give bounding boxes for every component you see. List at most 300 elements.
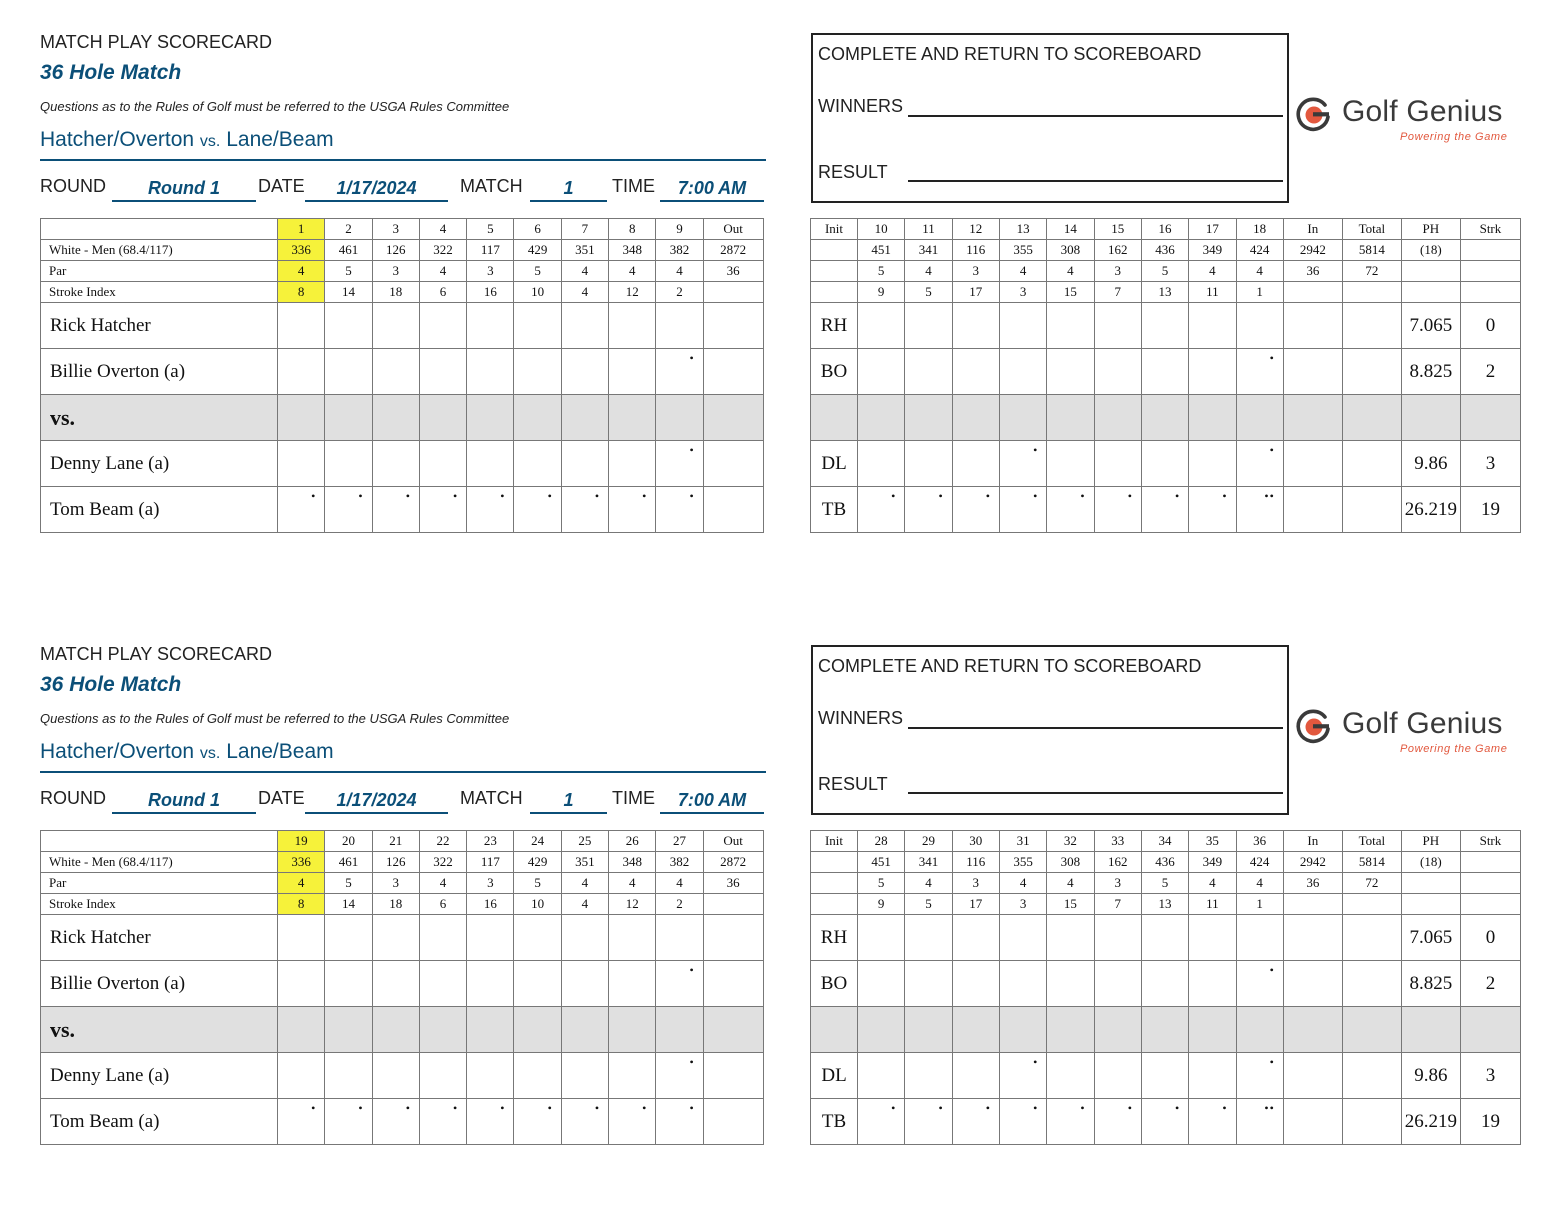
player-initials: BO (811, 349, 858, 395)
tee-label: White - Men (68.4/117) (41, 852, 278, 873)
score-cell[interactable] (656, 303, 703, 349)
yardage: 348 (609, 240, 656, 261)
score-cell[interactable] (656, 349, 703, 395)
handicap-stroke-dot: • (938, 489, 944, 503)
out-score-cell[interactable] (703, 1053, 763, 1099)
score-cell[interactable] (1236, 1099, 1283, 1145)
score-cell[interactable] (905, 915, 952, 961)
score-cell[interactable] (609, 961, 656, 1007)
score-cell[interactable] (278, 1053, 325, 1099)
score-cell[interactable] (419, 487, 466, 533)
score-cell[interactable] (467, 349, 514, 395)
total-score-cell[interactable] (1342, 1099, 1401, 1145)
vs-cell (703, 1007, 763, 1053)
score-cell[interactable] (467, 487, 514, 533)
score-cell[interactable] (1189, 1099, 1236, 1145)
total-score-cell[interactable] (1342, 487, 1401, 533)
round-value: Round 1 (112, 790, 256, 814)
total-header: Total (1342, 219, 1401, 240)
score-cell[interactable] (561, 915, 608, 961)
strokes-received: 19 (1460, 487, 1520, 533)
blank-cell (1460, 852, 1520, 873)
score-cell[interactable] (419, 1053, 466, 1099)
score-cell[interactable] (325, 961, 372, 1007)
score-cell[interactable] (372, 441, 419, 487)
score-cell[interactable] (1094, 303, 1141, 349)
playing-handicap: 8.825 (1401, 961, 1460, 1007)
score-cell[interactable] (1236, 303, 1283, 349)
score-cell[interactable] (325, 349, 372, 395)
score-cell[interactable] (561, 1099, 608, 1145)
stroke-index: 16 (467, 894, 514, 915)
out-score-cell[interactable] (703, 961, 763, 1007)
score-cell[interactable] (999, 1099, 1046, 1145)
par-value: 5 (514, 261, 561, 282)
score-cell[interactable] (1047, 915, 1094, 961)
yardage: 461 (325, 240, 372, 261)
player-row (811, 487, 1521, 533)
score-cell[interactable] (858, 961, 905, 1007)
score-cell[interactable] (372, 915, 419, 961)
out-score-cell[interactable] (703, 349, 763, 395)
player-row (41, 915, 764, 961)
yardage: 308 (1047, 240, 1094, 261)
score-cell[interactable] (1141, 1099, 1188, 1145)
stroke-index: 5 (905, 894, 952, 915)
stroke-index: 3 (999, 282, 1046, 303)
score-cell[interactable] (372, 349, 419, 395)
score-cell[interactable] (1047, 487, 1094, 533)
par-value: 4 (999, 873, 1046, 894)
par-value: 4 (419, 873, 466, 894)
hole-number: 16 (1141, 219, 1188, 240)
total-score-cell[interactable] (1342, 1053, 1401, 1099)
handicap-stroke-dot: • (938, 1101, 944, 1115)
strokes-received: 3 (1460, 1053, 1520, 1099)
score-cell[interactable] (278, 441, 325, 487)
score-cell[interactable] (278, 1099, 325, 1145)
score-cell[interactable] (325, 915, 372, 961)
vs-cell (372, 1007, 419, 1053)
vs-cell (703, 395, 763, 441)
score-cell[interactable] (514, 961, 561, 1007)
score-cell[interactable] (467, 303, 514, 349)
handicap-stroke-dot: • (1269, 1055, 1275, 1069)
player-row (41, 1099, 764, 1145)
total-score-cell[interactable] (1342, 303, 1401, 349)
stroke-index: 10 (514, 894, 561, 915)
team2-name: Lane/Beam (226, 740, 334, 763)
blank-cell (1460, 282, 1520, 303)
score-cell[interactable] (656, 487, 703, 533)
stroke-index-label: Stroke Index (41, 282, 278, 303)
score-cell[interactable] (514, 1099, 561, 1145)
yardage-in: 2942 (1283, 240, 1342, 261)
score-cell[interactable] (419, 915, 466, 961)
hole-number: 6 (514, 219, 561, 240)
par-value: 4 (561, 873, 608, 894)
score-cell[interactable] (514, 349, 561, 395)
out-score-cell[interactable] (703, 487, 763, 533)
in-score-cell[interactable] (1283, 487, 1342, 533)
score-cell[interactable] (858, 349, 905, 395)
score-cell[interactable] (609, 349, 656, 395)
in-score-cell[interactable] (1283, 349, 1342, 395)
score-cell[interactable] (1047, 349, 1094, 395)
score-cell[interactable] (609, 441, 656, 487)
score-cell[interactable] (419, 441, 466, 487)
score-cell[interactable] (372, 1099, 419, 1145)
score-cell[interactable] (419, 1099, 466, 1145)
logo-name: Golf Genius (1342, 95, 1503, 128)
score-cell[interactable] (999, 915, 1046, 961)
strokes-received: 19 (1460, 1099, 1520, 1145)
vs-row (811, 1007, 1521, 1053)
blank-cell (1401, 894, 1460, 915)
handicap-stroke-dot: • (500, 489, 506, 503)
score-cell[interactable] (1236, 487, 1283, 533)
blank-cell (811, 852, 858, 873)
winners-label: WINNERS (818, 708, 903, 728)
handicap-stroke-dot: • (1127, 489, 1133, 503)
player-name: Rick Hatcher (41, 303, 278, 349)
blank-cell (1283, 282, 1342, 303)
handicap-stroke-dot: • (689, 963, 695, 977)
score-cell[interactable] (1141, 303, 1188, 349)
stroke-index-row (811, 282, 1521, 303)
handicap-stroke-dot: • (1033, 489, 1039, 503)
score-cell[interactable] (858, 1099, 905, 1145)
score-cell[interactable] (952, 349, 999, 395)
score-cell[interactable] (952, 487, 999, 533)
score-cell[interactable] (325, 487, 372, 533)
handicap-stroke-dot: • (642, 1101, 648, 1115)
par-total: 72 (1342, 261, 1401, 282)
winners-line (908, 727, 1283, 729)
score-cell[interactable] (1047, 1053, 1094, 1099)
score-cell[interactable] (952, 915, 999, 961)
score-cell[interactable] (858, 915, 905, 961)
vs-cell (372, 395, 419, 441)
par-value: 4 (609, 873, 656, 894)
score-cell[interactable] (1094, 961, 1141, 1007)
in-score-cell[interactable] (1283, 915, 1342, 961)
score-cell[interactable] (905, 1053, 952, 1099)
total-score-cell[interactable] (1342, 349, 1401, 395)
score-cell[interactable] (372, 961, 419, 1007)
score-cell[interactable] (952, 1053, 999, 1099)
score-cell[interactable] (905, 303, 952, 349)
score-cell[interactable] (999, 1053, 1046, 1099)
vs-cell (1094, 395, 1141, 441)
time-label: TIME (612, 176, 655, 196)
score-cell[interactable] (325, 441, 372, 487)
score-cell[interactable] (514, 915, 561, 961)
score-cell[interactable] (1094, 1099, 1141, 1145)
hole-number: 25 (561, 831, 608, 852)
result-label: RESULT (818, 774, 888, 794)
score-cell[interactable] (467, 915, 514, 961)
hole-number: 1 (278, 219, 325, 240)
yardage: 451 (858, 240, 905, 261)
score-cell[interactable] (372, 303, 419, 349)
vs-label: vs. (199, 133, 221, 150)
score-cell[interactable] (278, 303, 325, 349)
score-cell[interactable] (999, 961, 1046, 1007)
par-row (41, 873, 764, 894)
vs-cell (858, 1007, 905, 1053)
playing-handicap: 9.86 (1401, 1053, 1460, 1099)
score-cell[interactable] (656, 441, 703, 487)
vs-cell (325, 395, 372, 441)
score-cell[interactable] (609, 1053, 656, 1099)
score-cell[interactable] (1141, 1053, 1188, 1099)
strokes-received: 2 (1460, 961, 1520, 1007)
yardage: 349 (1189, 852, 1236, 873)
handicap-stroke-dot: • (689, 1101, 695, 1115)
score-cell[interactable] (278, 487, 325, 533)
date-value: 1/17/2024 (305, 178, 448, 202)
par-value: 4 (278, 261, 325, 282)
yardage: 126 (372, 852, 419, 873)
score-cell[interactable] (999, 349, 1046, 395)
stroke-index: 4 (561, 894, 608, 915)
score-cell[interactable] (952, 1099, 999, 1145)
par-value: 4 (656, 873, 703, 894)
out-score-cell[interactable] (703, 441, 763, 487)
score-cell[interactable] (1047, 303, 1094, 349)
total-header: Total (1342, 831, 1401, 852)
player-row (41, 441, 764, 487)
score-cell[interactable] (1047, 441, 1094, 487)
score-cell[interactable] (952, 441, 999, 487)
score-cell[interactable] (278, 349, 325, 395)
yardage: 429 (514, 240, 561, 261)
score-cell[interactable] (325, 303, 372, 349)
score-cell[interactable] (609, 915, 656, 961)
vs-cell (1094, 1007, 1141, 1053)
blank-cell (1460, 894, 1520, 915)
score-cell[interactable] (1141, 961, 1188, 1007)
player-initials: TB (811, 1099, 858, 1145)
score-cell[interactable] (1141, 915, 1188, 961)
score-cell[interactable] (952, 303, 999, 349)
score-cell[interactable] (561, 961, 608, 1007)
score-cell[interactable] (999, 441, 1046, 487)
score-cell[interactable] (1094, 349, 1141, 395)
score-cell[interactable] (1189, 487, 1236, 533)
vs-row (41, 395, 764, 441)
strk-header: Strk (1460, 831, 1520, 852)
blank-cell (1401, 282, 1460, 303)
stroke-index-label: Stroke Index (41, 894, 278, 915)
score-cell[interactable] (467, 441, 514, 487)
score-cell[interactable] (514, 441, 561, 487)
score-cell[interactable] (858, 487, 905, 533)
score-cell[interactable] (1236, 441, 1283, 487)
par-value: 4 (419, 261, 466, 282)
score-cell[interactable] (561, 349, 608, 395)
score-cell[interactable] (609, 303, 656, 349)
stroke-index: 2 (656, 282, 703, 303)
score-cell[interactable] (419, 349, 466, 395)
score-cell[interactable] (905, 349, 952, 395)
yardage: 382 (656, 852, 703, 873)
hole-number: 2 (325, 219, 372, 240)
score-cell[interactable] (656, 961, 703, 1007)
score-cell[interactable] (1047, 961, 1094, 1007)
score-cell[interactable] (1141, 487, 1188, 533)
par-value: 4 (1189, 873, 1236, 894)
yardage: 162 (1094, 852, 1141, 873)
in-score-cell[interactable] (1283, 961, 1342, 1007)
par-value: 4 (561, 261, 608, 282)
score-cell[interactable] (609, 1099, 656, 1145)
vs-cell (1342, 1007, 1401, 1053)
score-cell[interactable] (467, 1099, 514, 1145)
score-cell[interactable] (656, 1053, 703, 1099)
handicap-stroke-dot: • (642, 489, 648, 503)
stroke-index: 13 (1141, 894, 1188, 915)
total-score-cell[interactable] (1342, 915, 1401, 961)
score-cell[interactable] (905, 961, 952, 1007)
score-cell[interactable] (561, 1053, 608, 1099)
player-row (811, 349, 1521, 395)
score-cell[interactable] (1236, 1053, 1283, 1099)
par-row (811, 261, 1521, 282)
vs-cell (1141, 1007, 1188, 1053)
out-score-cell[interactable] (703, 1099, 763, 1145)
golf-genius-logo (1294, 93, 1524, 153)
score-cell[interactable] (858, 441, 905, 487)
score-cell[interactable] (514, 487, 561, 533)
yardage: 126 (372, 240, 419, 261)
score-cell[interactable] (1236, 349, 1283, 395)
out-header: Out (703, 219, 763, 240)
score-cell[interactable] (999, 487, 1046, 533)
score-cell[interactable] (278, 915, 325, 961)
handicap-stroke-dot: • (358, 1101, 364, 1115)
in-score-cell[interactable] (1283, 1053, 1342, 1099)
player-initials: RH (811, 915, 858, 961)
total-score-cell[interactable] (1342, 441, 1401, 487)
in-score-cell[interactable] (1283, 441, 1342, 487)
score-cell[interactable] (1236, 915, 1283, 961)
yardage-out: 2872 (703, 240, 763, 261)
score-cell[interactable] (372, 487, 419, 533)
score-cell[interactable] (1189, 349, 1236, 395)
hole-number: 15 (1094, 219, 1141, 240)
score-cell[interactable] (1141, 441, 1188, 487)
score-cell[interactable] (656, 915, 703, 961)
par-value: 4 (905, 873, 952, 894)
score-cell[interactable] (1189, 961, 1236, 1007)
score-cell[interactable] (952, 961, 999, 1007)
score-cell[interactable] (999, 303, 1046, 349)
score-cell[interactable] (467, 961, 514, 1007)
score-cell[interactable] (1189, 303, 1236, 349)
yardage: 424 (1236, 852, 1283, 873)
total-score-cell[interactable] (1342, 961, 1401, 1007)
in-score-cell[interactable] (1283, 303, 1342, 349)
score-cell[interactable] (1189, 915, 1236, 961)
score-cell[interactable] (467, 1053, 514, 1099)
hole-number: 11 (905, 219, 952, 240)
handicap-stroke-dot: • (689, 489, 695, 503)
score-cell[interactable] (905, 441, 952, 487)
handicap-stroke-dot: •• (1264, 489, 1275, 503)
hole-number: 31 (999, 831, 1046, 852)
score-cell[interactable] (858, 1053, 905, 1099)
score-cell[interactable] (325, 1053, 372, 1099)
par-value: 5 (325, 873, 372, 894)
score-cell[interactable] (1094, 1053, 1141, 1099)
score-cell[interactable] (561, 441, 608, 487)
score-cell[interactable] (561, 303, 608, 349)
score-cell[interactable] (858, 303, 905, 349)
score-cell[interactable] (561, 487, 608, 533)
score-cell[interactable] (278, 961, 325, 1007)
out-score-cell[interactable] (703, 915, 763, 961)
score-cell[interactable] (1189, 1053, 1236, 1099)
stroke-index: 8 (278, 282, 325, 303)
score-cell[interactable] (1141, 349, 1188, 395)
vs-row (811, 395, 1521, 441)
hole-number: 17 (1189, 219, 1236, 240)
score-cell[interactable] (419, 303, 466, 349)
stroke-index-row (41, 894, 764, 915)
vs-cell (561, 395, 608, 441)
score-cell[interactable] (514, 1053, 561, 1099)
score-cell[interactable] (656, 1099, 703, 1145)
score-cell[interactable] (1189, 441, 1236, 487)
vs-cell (514, 395, 561, 441)
in-header: In (1283, 831, 1342, 852)
handicap-stroke-dot: • (1269, 963, 1275, 977)
score-cell[interactable] (905, 1099, 952, 1145)
yardage: 341 (905, 240, 952, 261)
vs-cell (1283, 1007, 1342, 1053)
score-cell[interactable] (325, 1099, 372, 1145)
par-value: 5 (858, 873, 905, 894)
handicap-stroke-dot: • (1033, 1101, 1039, 1115)
score-cell[interactable] (372, 1053, 419, 1099)
match-format: 36 Hole Match (40, 61, 182, 84)
par-value: 4 (609, 261, 656, 282)
vs-cell (467, 1007, 514, 1053)
hole-number: 26 (609, 831, 656, 852)
out-score-cell[interactable] (703, 303, 763, 349)
score-cell[interactable] (1094, 441, 1141, 487)
score-cell[interactable] (1094, 487, 1141, 533)
score-cell[interactable] (514, 303, 561, 349)
stroke-index: 10 (514, 282, 561, 303)
score-cell[interactable] (419, 961, 466, 1007)
score-cell[interactable] (905, 487, 952, 533)
score-cell[interactable] (1236, 961, 1283, 1007)
in-score-cell[interactable] (1283, 1099, 1342, 1145)
score-cell[interactable] (1047, 1099, 1094, 1145)
vs-cell (656, 395, 703, 441)
handicap-stroke-dot: • (594, 489, 601, 503)
score-cell[interactable] (1094, 915, 1141, 961)
hole-number-row (811, 219, 1521, 240)
par-value: 4 (656, 261, 703, 282)
score-cell[interactable] (609, 487, 656, 533)
handicap-stroke-dot: • (452, 489, 459, 503)
yardage: 451 (858, 852, 905, 873)
yardage: 308 (1047, 852, 1094, 873)
